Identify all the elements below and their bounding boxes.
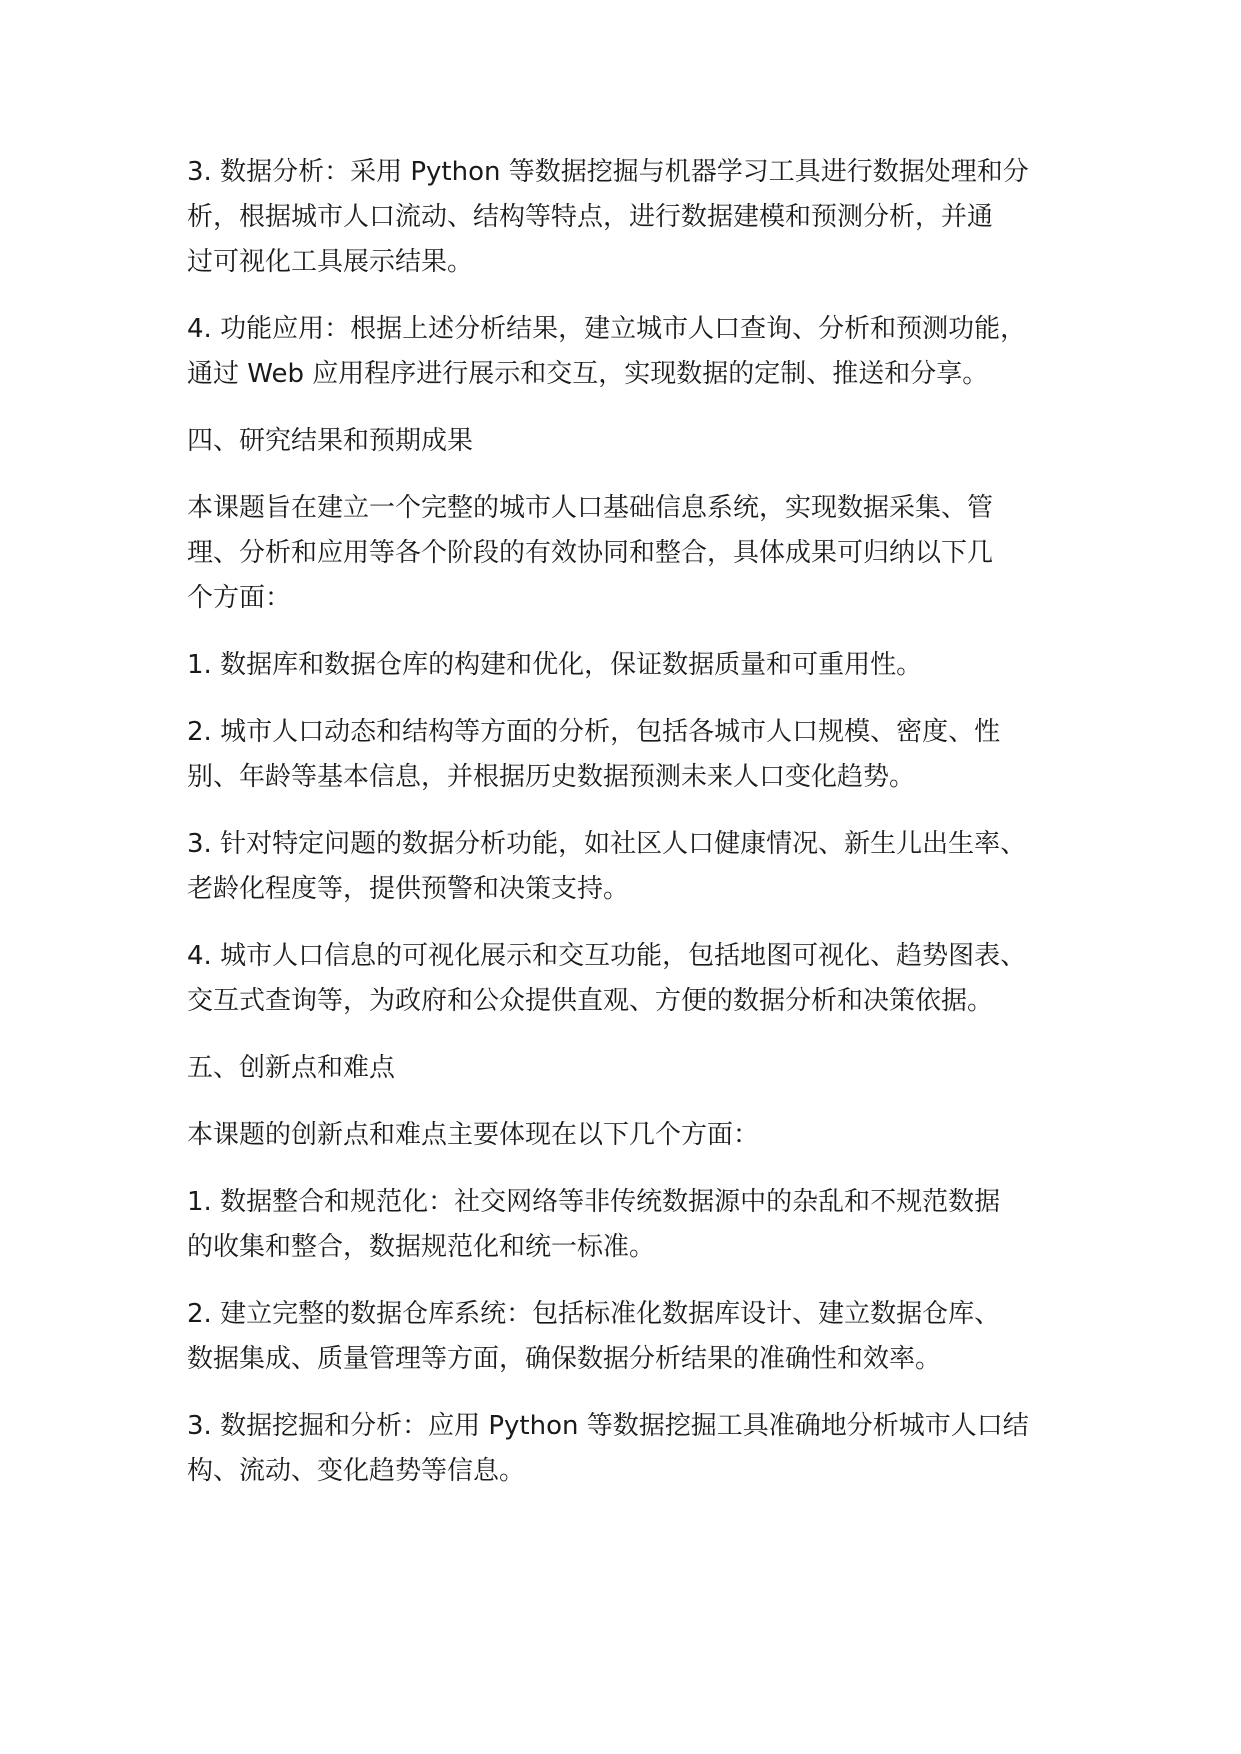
list-item-result-4	[187, 934, 1087, 1024]
text-line: 析，根据城市人口流动、结构等特点，进行数据建模和预测分析，并通	[187, 202, 994, 232]
text-line: 本课题的创新点和难点主要体现在以下几个方面：	[187, 1120, 760, 1150]
list-item-innovation-3	[187, 1404, 1087, 1494]
text-line: 数据集成、质量管理等方面，确保数据分析结果的准确性和效率。	[187, 1344, 942, 1374]
text-line: 的收集和整合，数据规范化和统一标准。	[187, 1232, 656, 1262]
text-line: 本课题旨在建立一个完整的城市人口基础信息系统，实现数据采集、管	[187, 493, 994, 523]
text-line: 构、流动、变化趋势等信息。	[187, 1456, 526, 1486]
text-line: 通过 Web 应用程序进行展示和交互，实现数据的定制、推送和分享。	[187, 359, 989, 389]
list-item-innovation-1	[187, 1180, 1087, 1270]
section-heading-results	[187, 419, 1087, 464]
paragraph-function-application	[187, 307, 1087, 397]
text-line: 1. 数据库和数据仓库的构建和优化，保证数据质量和可重用性。	[187, 650, 923, 680]
heading-text: 五、创新点和难点	[187, 1053, 396, 1083]
text-line: 2. 建立完整的数据仓库系统：包括标准化数据库设计、建立数据仓库、	[187, 1299, 1001, 1329]
text-line: 4. 功能应用：根据上述分析结果，建立城市人口查询、分析和预测功能，	[187, 314, 1027, 344]
text-line: 交互式查询等，为政府和公众提供直观、方便的数据分析和决策依据。	[187, 986, 994, 1016]
text-line: 1. 数据整合和规范化：社交网络等非传统数据源中的杂乱和不规范数据	[187, 1187, 1001, 1217]
document-body	[187, 150, 1087, 1516]
text-line: 3. 数据分析：采用 Python 等数据挖掘与机器学习工具进行数据处理和分	[187, 157, 1029, 187]
list-item-innovation-2	[187, 1292, 1087, 1382]
text-line: 过可视化工具展示结果。	[187, 247, 474, 277]
text-line: 理、分析和应用等各个阶段的有效协同和整合，具体成果可归纳以下几	[187, 538, 994, 568]
text-line: 2. 城市人口动态和结构等方面的分析，包括各城市人口规模、密度、性	[187, 717, 1001, 747]
text-line: 别、年龄等基本信息，并根据历史数据预测未来人口变化趋势。	[187, 762, 916, 792]
list-item-result-3	[187, 822, 1087, 912]
list-item-result-2	[187, 710, 1087, 800]
paragraph-results-intro	[187, 486, 1087, 621]
list-item-result-1	[187, 643, 1087, 688]
text-line: 4. 城市人口信息的可视化展示和交互功能，包括地图可视化、趋势图表、	[187, 941, 1027, 971]
text-line: 个方面：	[187, 583, 292, 613]
paragraph-innovation-intro	[187, 1113, 1087, 1158]
text-line: 3. 数据挖掘和分析：应用 Python 等数据挖掘工具准确地分析城市人口结	[187, 1411, 1029, 1441]
text-line: 老龄化程度等，提供预警和决策支持。	[187, 874, 630, 904]
text-line: 3. 针对特定问题的数据分析功能，如社区人口健康情况、新生儿出生率、	[187, 829, 1027, 859]
paragraph-data-analysis	[187, 150, 1087, 285]
heading-text: 四、研究结果和预期成果	[187, 426, 474, 456]
section-heading-innovation	[187, 1046, 1087, 1091]
